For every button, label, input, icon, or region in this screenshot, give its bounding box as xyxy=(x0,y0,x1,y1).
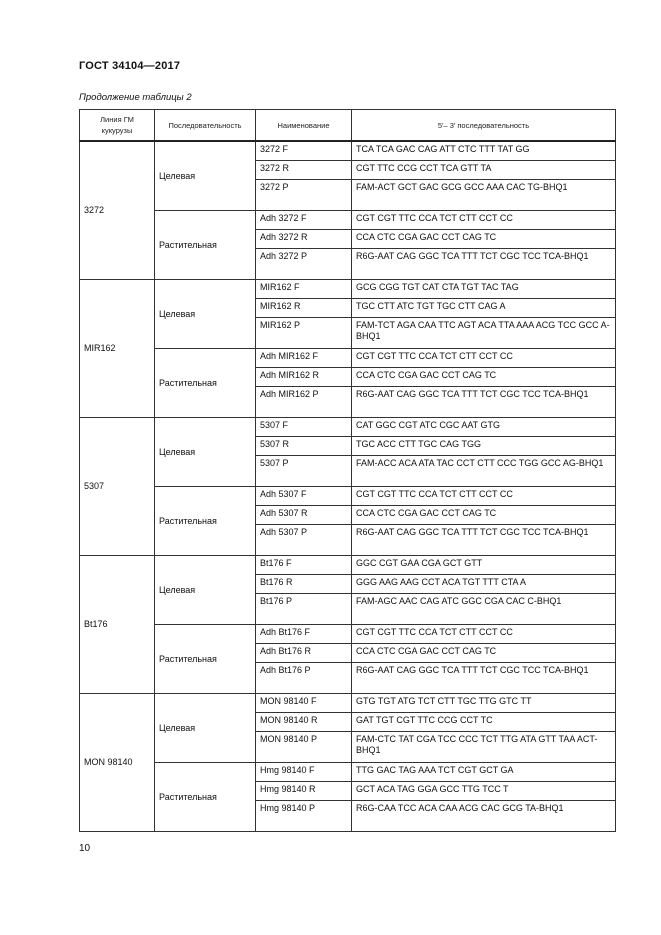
document-header: ГОСТ 34104—2017 xyxy=(79,60,181,72)
table-caption: Продолжение таблицы 2 xyxy=(79,92,192,103)
primer-sequence-cell: CAT GGC CGT ATC CGC AAT GTG xyxy=(352,418,616,437)
primer-name-cell: Bt176 P xyxy=(256,594,352,625)
primer-name-cell: Adh 5307 P xyxy=(256,525,352,556)
primer-sequence-cell: TGC CTT ATC TGT TGC CTT CAG A xyxy=(352,299,616,318)
table-row xyxy=(80,556,616,575)
table-row xyxy=(80,694,616,713)
primer-name-cell: Hmg 98140 F xyxy=(256,763,352,782)
primer-sequence-cell: CGT CGT TTC CCA TCT CTT CCT CC xyxy=(352,625,616,644)
primer-name-cell: 3272 F xyxy=(256,141,352,161)
sequence-type-cell: Растительная xyxy=(155,763,256,832)
primer-name-cell: Adh Bt176 F xyxy=(256,625,352,644)
table-row xyxy=(80,625,616,644)
primer-name-cell: MON 98140 R xyxy=(256,713,352,732)
primer-name-cell: 5307 F xyxy=(256,418,352,437)
primer-name-cell: Bt176 F xyxy=(256,556,352,575)
gm-line-cell: MON 98140 xyxy=(80,694,155,832)
table-row xyxy=(80,141,616,161)
sequence-type-cell: Целевая xyxy=(155,556,256,625)
primer-sequence-cell: FAM-TCT AGA CAA TTC AGT ACA TTA AAA ACG TCC GCC A-BHQ1 xyxy=(352,318,616,349)
primer-name-cell: 3272 P xyxy=(256,180,352,211)
sequence-type-cell: Растительная xyxy=(155,625,256,694)
primer-sequence-cell: GGG AAG AAG CCT ACA TGT TTT CTA A xyxy=(352,575,616,594)
page-number: 10 xyxy=(79,843,91,854)
primer-sequence-cell: CGT TTC CCG CCT TCA GTT TA xyxy=(352,161,616,180)
primer-name-cell: Adh 3272 F xyxy=(256,211,352,230)
primer-name-cell: Adh 3272 R xyxy=(256,230,352,249)
primer-name-cell: Adh MIR162 P xyxy=(256,387,352,418)
table-row xyxy=(80,280,616,299)
primer-sequence-cell: GGC CGT GAA CGA GCT GTT xyxy=(352,556,616,575)
sequence-type-cell: Целевая xyxy=(155,418,256,487)
primer-sequence-cell: TGC ACC CTT TGC CAG TGG xyxy=(352,437,616,456)
primer-name-cell: Adh Bt176 P xyxy=(256,663,352,694)
sequence-type-cell: Целевая xyxy=(155,280,256,349)
primer-sequence-cell: GCT ACA TAG GGA GCC TTG TCC T xyxy=(352,782,616,801)
primer-sequence-cell: CGT CGT TTC CCA TCT CTT CCT CC xyxy=(352,349,616,368)
primer-sequence-cell: CGT CGT TTC CCA TCT CTT CCT CC xyxy=(352,487,616,506)
primer-name-cell: MIR162 R xyxy=(256,299,352,318)
column-header-sequence: 5′– 3′ последовательность xyxy=(352,110,616,142)
primer-sequence-cell: R6G-AAT CAG GGC TCA TTT TCT CGC TCC TCA-BHQ1 xyxy=(352,249,616,280)
primer-name-cell: 5307 R xyxy=(256,437,352,456)
gm-line-cell: 5307 xyxy=(80,418,155,556)
sequence-type-cell: Целевая xyxy=(155,141,256,211)
primer-sequence-cell: R6G-AAT CAG GGC TCA TTT TCT CGC TCC TCA-BHQ1 xyxy=(352,663,616,694)
column-header-name: Наименование xyxy=(256,110,352,142)
primer-table xyxy=(79,109,616,832)
primer-name-cell: MON 98140 P xyxy=(256,732,352,763)
primer-sequence-cell: TCA TCA GAC CAG ATT CTC TTT TAT GG xyxy=(352,141,616,161)
primer-name-cell: MIR162 F xyxy=(256,280,352,299)
sequence-type-cell: Целевая xyxy=(155,694,256,763)
primer-name-cell: Adh 3272 P xyxy=(256,249,352,280)
primer-name-cell: Hmg 98140 R xyxy=(256,782,352,801)
primer-sequence-cell: CCA CTC CGA GAC CCT CAG TC xyxy=(352,368,616,387)
column-header-line: Линия ГМ кукурузы xyxy=(80,110,155,142)
primer-sequence-cell: R6G-CAA TCC ACA CAA ACG CAC GCG TA-BHQ1 xyxy=(352,801,616,832)
primer-name-cell: Hmg 98140 P xyxy=(256,801,352,832)
primer-sequence-cell: R6G-AAT CAG GGC TCA TTT TCT CGC TCC TCA-BHQ1 xyxy=(352,525,616,556)
sequence-type-cell: Растительная xyxy=(155,349,256,418)
gm-line-cell: Bt176 xyxy=(80,556,155,694)
gm-line-cell: 3272 xyxy=(80,141,155,280)
primer-sequence-cell: GCG CGG TGT CAT CTA TGT TAC TAG xyxy=(352,280,616,299)
table-row xyxy=(80,487,616,506)
primer-sequence-cell: R6G-AAT CAG GGC TCA TTT TCT CGC TCC TCA-BHQ1 xyxy=(352,387,616,418)
primer-name-cell: 3272 R xyxy=(256,161,352,180)
sequence-type-cell: Растительная xyxy=(155,487,256,556)
primer-sequence-cell: CGT CGT TTC CCA TCT CTT CCT CC xyxy=(352,211,616,230)
primer-name-cell: Adh 5307 F xyxy=(256,487,352,506)
table-body xyxy=(80,141,616,832)
primer-name-cell: MON 98140 F xyxy=(256,694,352,713)
primer-sequence-cell: FAM-AGC AAC CAG ATC GGC CGA CAC C-BHQ1 xyxy=(352,594,616,625)
table-header-row xyxy=(80,110,616,142)
primer-name-cell: Bt176 R xyxy=(256,575,352,594)
primer-name-cell: MIR162 P xyxy=(256,318,352,349)
primer-name-cell: Adh MIR162 R xyxy=(256,368,352,387)
primer-name-cell: Adh MIR162 F xyxy=(256,349,352,368)
primer-sequence-cell: TTG GAC TAG AAA TCT CGT GCT GA xyxy=(352,763,616,782)
sequence-type-cell: Растительная xyxy=(155,211,256,280)
primer-name-cell: Adh Bt176 R xyxy=(256,644,352,663)
primer-sequence-cell: FAM-ACT GCT GAC GCG GCC AAA CAC TG-BHQ1 xyxy=(352,180,616,211)
primer-sequence-cell: GAT TGT CGT TTC CCG CCT TC xyxy=(352,713,616,732)
gm-line-cell: MIR162 xyxy=(80,280,155,418)
primer-sequence-cell: CCA CTC CGA GAC CCT CAG TC xyxy=(352,230,616,249)
table-row xyxy=(80,349,616,368)
table-row xyxy=(80,211,616,230)
primer-name-cell: 5307 P xyxy=(256,456,352,487)
column-header-sequence-type: Последовательность xyxy=(155,110,256,142)
primer-name-cell: Adh 5307 R xyxy=(256,506,352,525)
primer-sequence-cell: CCA CTC CGA GAC CCT CAG TC xyxy=(352,644,616,663)
primer-sequence-cell: GTG TGT ATG TCT CTT TGC TTG GTC TT xyxy=(352,694,616,713)
table-row xyxy=(80,763,616,782)
primer-sequence-cell: CCA CTC CGA GAC CCT CAG TC xyxy=(352,506,616,525)
table-row xyxy=(80,418,616,437)
primer-sequence-cell: FAM-ACC ACA ATA TAC CCT CTT CCC TGG GCC AG-BHQ1 xyxy=(352,456,616,487)
primer-sequence-cell: FAM-CTC TAT CGA TCC CCC TCT TTG ATA GTT TAA ACT-BHQ1 xyxy=(352,732,616,763)
